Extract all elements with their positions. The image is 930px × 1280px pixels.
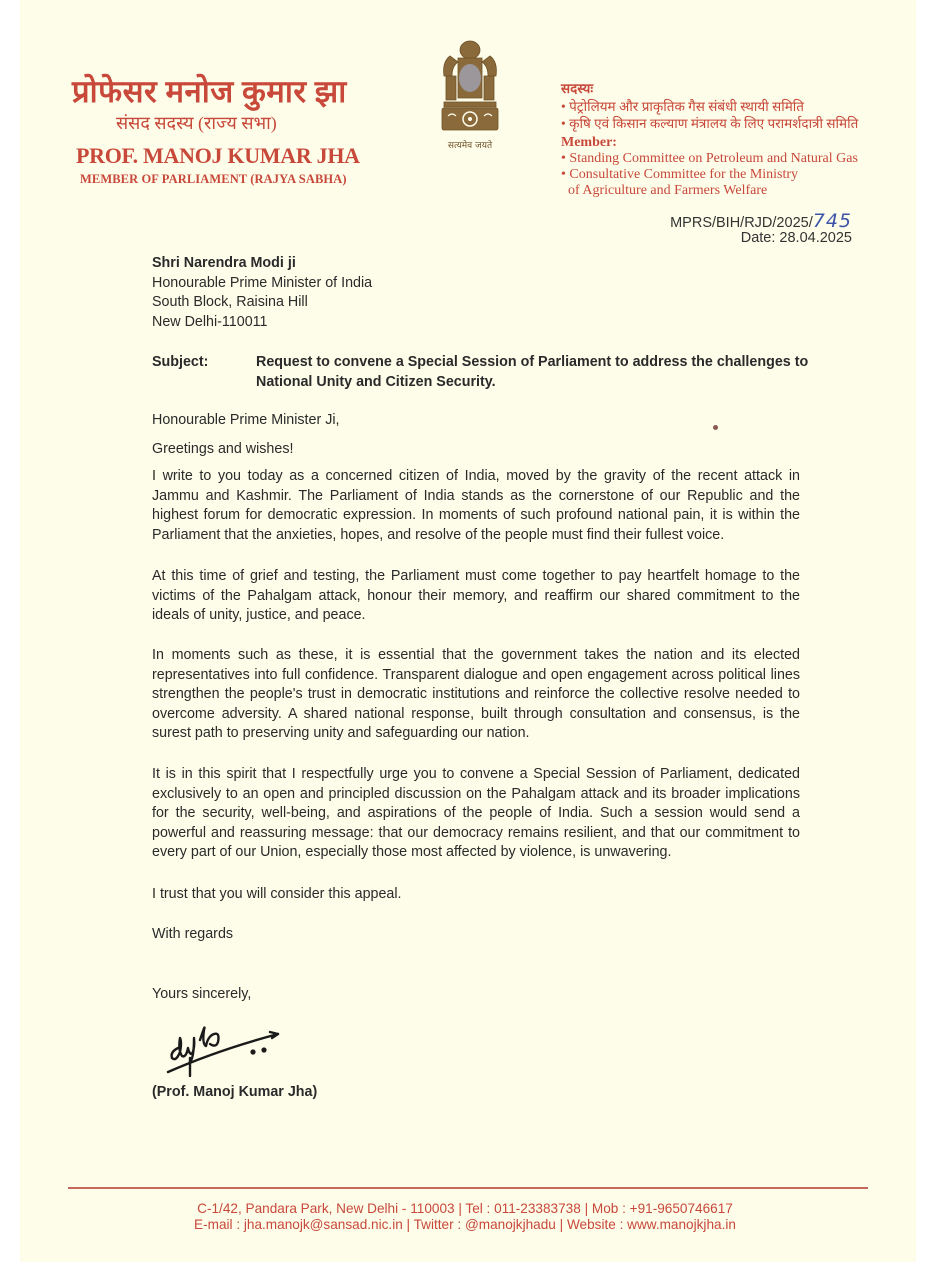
signatory-name: (Prof. Manoj Kumar Jha) <box>152 1084 318 1100</box>
greeting: Greetings and wishes! <box>152 441 294 457</box>
name-hindi: प्रोफेसर मनोज कुमार झा <box>72 74 347 109</box>
committee-english-item: • Standing Committee on Petroleum and Natural Gas <box>561 150 858 166</box>
committees-hindi-heading: सदस्यः <box>561 81 594 96</box>
recipient-line: Honourable Prime Minister of India <box>152 274 373 291</box>
name-english: PROF. MANOJ KUMAR JHA <box>76 143 360 168</box>
committee-hindi-item: • कृषि एवं किसान कल्याण मंत्रालय के लिए परामर्शदात्री समिति <box>561 116 859 131</box>
recipient-line: New Delhi-110011 <box>152 313 268 330</box>
paper-speck <box>713 425 718 430</box>
signature-icon <box>160 1010 290 1080</box>
title-hindi: संसद सदस्य (राज्य सभा) <box>116 113 277 133</box>
committee-english-item: of Agriculture and Farmers Welfare <box>568 182 768 198</box>
body-paragraph: It is in this spirit that I respectfully urge you to convene a Special Session of Parliament, dedicated exclusively to an open and principled discussion on the Pahalgam attack and its broader implications for the security, well-being, and aspirations of the people of India. Such a session would send a powerful and reassuring message: that our democracy remains resilient, and that our commitment to every part of our Union, especially those most affected by violence, is unwavering. <box>152 766 800 861</box>
committees-english-heading: Member: <box>561 134 617 150</box>
committee-english-item: • Consultative Committee for the Ministry <box>561 166 799 182</box>
national-emblem-icon <box>432 36 508 154</box>
recipient-line: South Block, Raisina Hill <box>152 294 308 311</box>
body-paragraph: At this time of grief and testing, the Parliament must come together to pay heartfelt homage to the victims of the Pahalgam attack, honour their memory, and reaffirm our shared commitment to the ideals of unity, justice, and peace. <box>152 568 800 624</box>
footer-contact: E-mail : jha.manojk@sansad.nic.in | Twitter : @manojkjhadu | Website : www.manojkjha.in <box>194 1217 736 1232</box>
reference-block <box>670 212 852 248</box>
footer-address: C-1/42, Pandara Park, New Delhi - 110003 | Tel : 011-23383738 | Mob : +91-9650746617 <box>197 1201 733 1216</box>
recipient-name: Shri Narendra Modi ji <box>152 255 296 271</box>
letter-date: Date: 28.04.2025 <box>740 230 852 246</box>
recipient-address <box>152 254 800 332</box>
handwritten-number: 745 <box>812 210 852 232</box>
subject-block <box>152 352 812 392</box>
emblem-motto: सत्यमेव जयते <box>447 141 493 151</box>
footer-divider <box>68 1187 868 1189</box>
subject-label: Subject: <box>152 354 209 370</box>
body-paragraph: I write to you today as a concerned citizen of India, moved by the gravity of the recent attack in Jammu and Kashmir. The Parliament of India stands as the cornerstone of our Republic and the highest forum for democratic expression. In moments of such profound national pain, it is within the Parliament that the anxieties, hopes, and resolve of the people must find their fullest voice. <box>152 468 800 543</box>
body-paragraph: In moments such as these, it is essential that the government takes the nation and its elected representatives into full confidence. Transparent dialogue and open engagement across political lines strengthen the people's trust in democratic institutions and reinforce the collective resolve needed to overcome adversity. A shared national response, built through consultation and consensus, is the surest path to preserving unity and safeguarding our nation. <box>152 647 800 742</box>
title-english: MEMBER OF PARLIAMENT (RAJYA SABHA) <box>80 172 347 186</box>
regards: With regards <box>152 926 234 942</box>
committee-hindi-item: • पेट्रोलियम और प्राकृतिक गैस संबंधी स्थायी समिति <box>561 98 804 114</box>
subject-text: Request to convene a Special Session of Parliament to address the challenges to National Unity and Citizen Security. <box>256 354 809 390</box>
committee-memberships <box>561 80 858 199</box>
salutation: Honourable Prime Minister Ji, <box>152 412 340 428</box>
reference-number: MPRS/BIH/RJD/2025/ <box>670 215 813 231</box>
closing-line: I trust that you will consider this appeal. <box>152 886 402 902</box>
sign-off: Yours sincerely, <box>152 986 252 1002</box>
